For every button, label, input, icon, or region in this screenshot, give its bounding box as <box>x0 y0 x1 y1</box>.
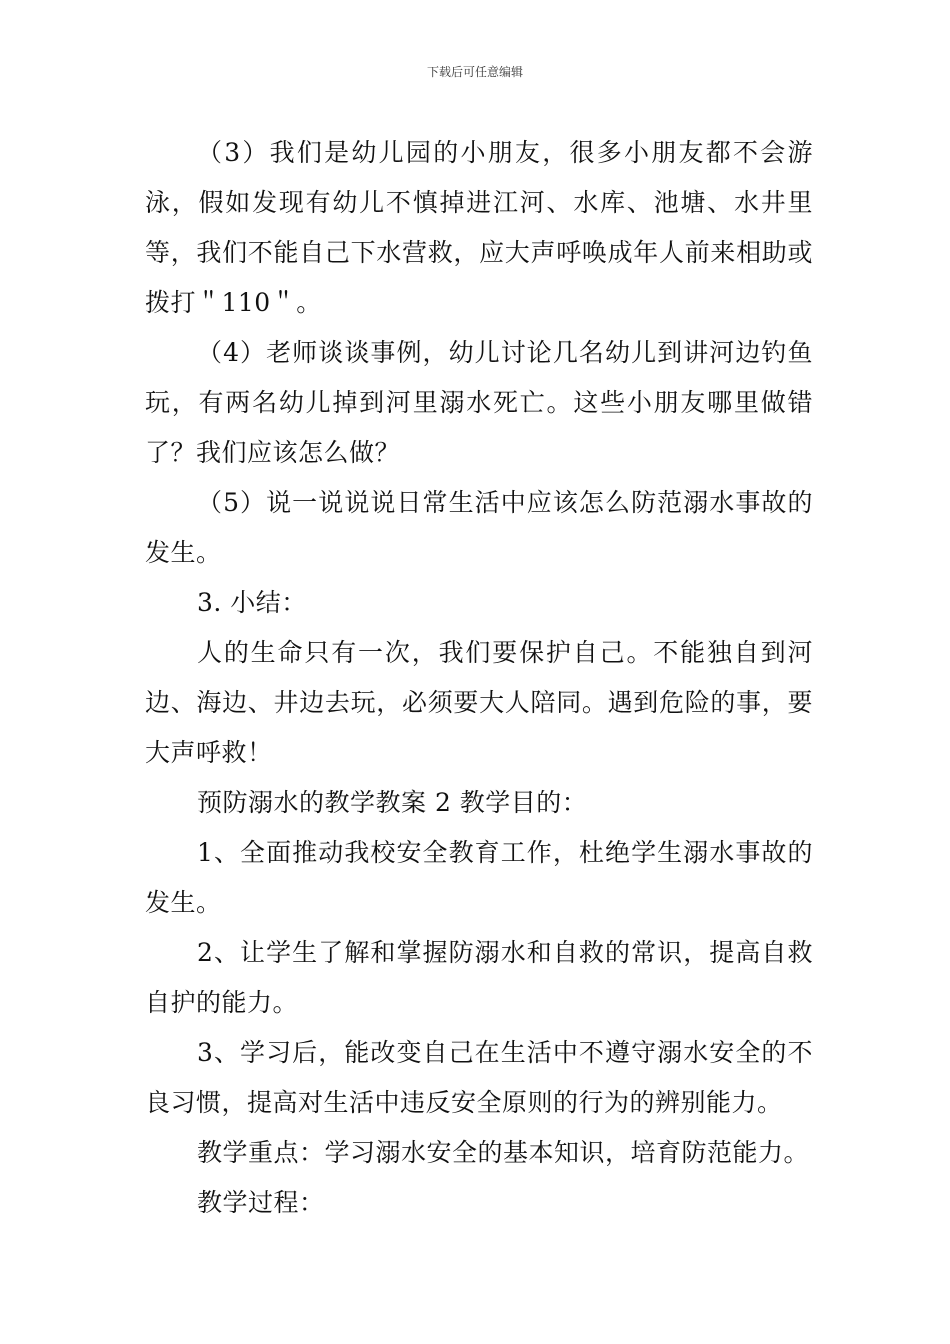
objective-1: 1、全面推动我校安全教育工作，杜绝学生溺水事故的发生。 <box>145 838 813 917</box>
teaching-focus: 教学重点：学习溺水安全的基本知识，培育防范能力。 <box>197 1138 810 1167</box>
page-header: 下载后可任意编辑 <box>426 65 523 79</box>
objective-3: 3、学习后，能改变自己在生活中不遵守溺水安全的不良习惯，提高对生活中违反安全原则的行为的辨别能力。 <box>145 1038 813 1117</box>
objective-2: 2、让学生了解和掌握防溺水和自救的常识，提高自救自护的能力。 <box>145 938 813 1017</box>
paragraph-item-5: （5）说一说说说日常生活中应该怎么防范溺水事故的发生。 <box>145 488 813 567</box>
summary-text: 人的生命只有一次，我们要保护自己。不能独自到河边、海边、井边去玩，必须要大人陪同。遇到危险的事，要大声呼救！ <box>145 638 813 767</box>
document-body <box>145 128 813 1228</box>
paragraph-item-3: （3）我们是幼儿园的小朋友，很多小朋友都不会游泳，假如发现有幼儿不慎掉进江河、水库、池塘、水井里等，我们不能自己下水营救，应大声呼唤成年人前来相助或拨打＂110＂。 <box>145 138 813 317</box>
summary-heading: 3. 小结： <box>197 588 307 617</box>
paragraph-item-4: （4）老师谈谈事例，幼儿讨论几名幼儿到讲河边钓鱼玩，有两名幼儿掉到河里溺水死亡。这些小朋友哪里做错了？我们应该怎么做？ <box>145 338 813 467</box>
lesson-plan-2-objectives-heading: 预防溺水的教学教案 2 教学目的： <box>197 788 588 817</box>
teaching-process-heading: 教学过程： <box>197 1188 325 1217</box>
